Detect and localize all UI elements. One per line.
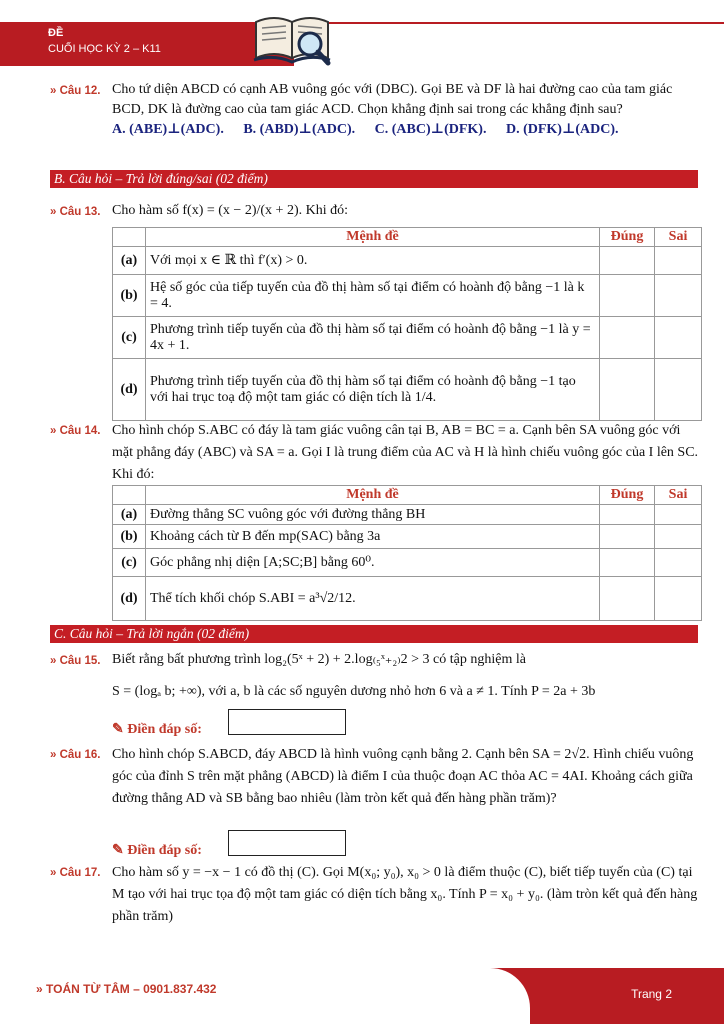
- question-text: Cho hàm số f(x) = (x − 2)/(x + 2). Khi đó:: [112, 203, 348, 218]
- footer-brand: » TOÁN TỪ TÂM – 0901.837.432: [36, 982, 217, 996]
- true-cell[interactable]: [600, 247, 655, 275]
- false-cell[interactable]: [655, 359, 702, 421]
- true-cell[interactable]: [600, 275, 655, 317]
- question-14: [50, 420, 700, 486]
- question-label: » Câu 15.: [50, 655, 101, 667]
- header-true: Đúng: [600, 228, 655, 247]
- question-15: [50, 650, 700, 702]
- true-false-table-13: [112, 227, 702, 421]
- row-label: (c): [113, 317, 146, 359]
- row-statement: Phương trình tiếp tuyến của đồ thị hàm số tại điểm có hoành độ bằng −1 tạo với hai trục toạ độ một tam giác có diện tích là 1/4.: [146, 359, 600, 421]
- footer-curve: [0, 968, 530, 1024]
- option-b[interactable]: B. (ABD)⊥(ADC).: [243, 122, 356, 137]
- section-b-heading: B. Câu hỏi – Trả lời đúng/sai (02 điểm): [50, 170, 698, 188]
- option-d[interactable]: D. (DFK)⊥(ADC).: [505, 122, 619, 137]
- header-false: Sai: [655, 228, 702, 247]
- row-statement: Đường thẳng SC vuông góc với đường thẳng BH: [146, 505, 600, 525]
- header-title: ĐỀ: [48, 27, 64, 39]
- header-false: Sai: [655, 486, 702, 505]
- question-16: [50, 744, 700, 810]
- question-text: Cho hình chóp S.ABCD, đáy ABCD là hình vuông cạnh bằng 2. Cạnh bên SA = 2√2. Hình chiếu vuông góc của đỉnh S trên mặt phẳng (ABCD) là điểm I của thuộc đoạn AC thỏa AC = 4AI. Khoảng cách giữa đường thẳng AD và SB bằng bao nhiêu (làm tròn kết quả đến hàng phần trăm)?: [112, 747, 694, 806]
- row-statement: Với mọi x ∈ ℝ thì f′(x) > 0.: [146, 247, 600, 275]
- page-number: Trang 2: [631, 987, 672, 1001]
- true-cell[interactable]: [600, 317, 655, 359]
- false-cell[interactable]: [655, 317, 702, 359]
- true-cell[interactable]: [600, 359, 655, 421]
- row-statement: Góc phẳng nhị diện [A;SC;B] bằng 60⁰.: [146, 549, 600, 577]
- question-text: Cho tứ diện ABCD có cạnh AB vuông góc với (DBC). Gọi BE và DF là hai đường cao của tam giác BCD, DK là đường cao của tam giác ACD. Chọn khẳng định sai trong các khẳng định sau?: [112, 82, 673, 117]
- row-statement: Hệ số góc của tiếp tuyến của đồ thị hàm số tại điểm có hoành độ bằng −1 là k = 4.: [146, 275, 600, 317]
- question-text-2: S = (logₐ b; +∞), với a, b là các số nguyên dương nhỏ hơn 6 và a ≠ 1. Tính P = 2a + 3b: [112, 684, 596, 699]
- header-rule: [294, 22, 724, 24]
- question-12: [50, 80, 700, 140]
- row-label: (a): [113, 505, 146, 525]
- false-cell[interactable]: [655, 577, 702, 621]
- question-13: [50, 201, 700, 221]
- question-label: » Câu 17.: [50, 867, 101, 879]
- question-label: » Câu 13.: [50, 206, 101, 218]
- question-17: [50, 862, 700, 928]
- true-cell[interactable]: [600, 549, 655, 577]
- row-label: (b): [113, 275, 146, 317]
- header-statement: Mệnh đề: [146, 486, 600, 505]
- row-statement: Thể tích khối chóp S.ABI = a³√2/12.: [146, 577, 600, 621]
- answer-options: [112, 120, 700, 140]
- false-cell[interactable]: [655, 247, 702, 275]
- answer-input[interactable]: [228, 709, 346, 735]
- question-label: » Câu 14.: [50, 425, 101, 437]
- question-text: Biết rằng bất phương trình log₂(5ˣ + 2) + 2.log₍₅ˣ₊₂₎2 > 3 có tập nghiệm là: [112, 652, 526, 667]
- true-cell[interactable]: [600, 505, 655, 525]
- book-magnifier-icon: [250, 8, 334, 66]
- row-label: (c): [113, 549, 146, 577]
- question-text: Cho hàm số y = −x − 1 có đồ thị (C). Gọi M(x₀; y₀), x₀ > 0 là điểm thuộc (C), biết tiếp tuyến của (C) tại M tạo với hai trục tọa độ một tam giác có diện tích bằng x₀. Tính P = x₀ + y₀. (làm tròn kết quả đến hàng phần trăm): [112, 865, 698, 924]
- header-statement: Mệnh đề: [146, 228, 600, 247]
- header-subtitle: CUỐI HỌC KỲ 2 – K11: [48, 43, 161, 55]
- false-cell[interactable]: [655, 505, 702, 525]
- answer-label: ✎ Điền đáp số:: [112, 843, 202, 858]
- true-cell[interactable]: [600, 525, 655, 549]
- true-cell[interactable]: [600, 577, 655, 621]
- option-c[interactable]: C. (ABC)⊥(DFK).: [374, 122, 487, 137]
- false-cell[interactable]: [655, 525, 702, 549]
- question-label: » Câu 12.: [50, 85, 101, 97]
- false-cell[interactable]: [655, 549, 702, 577]
- option-a[interactable]: A. (ABE)⊥(ADC).: [112, 122, 224, 137]
- false-cell[interactable]: [655, 275, 702, 317]
- row-label: (d): [113, 359, 146, 421]
- row-label: (a): [113, 247, 146, 275]
- answer-input[interactable]: [228, 830, 346, 856]
- true-false-table-14: [112, 485, 702, 621]
- row-statement: Khoảng cách từ B đến mp(SAC) bằng 3a: [146, 525, 600, 549]
- answer-label: ✎ Điền đáp số:: [112, 722, 202, 737]
- question-text: Cho hình chóp S.ABC có đáy là tam giác vuông cân tại B, AB = BC = a. Cạnh bên SA vuông góc với mặt phẳng đáy (ABC) và SA = a. Gọi I là trung điểm của AC và H là hình chiếu vuông góc của I lên SC. Khi đó:: [112, 423, 699, 482]
- row-statement: Phương trình tiếp tuyến của đồ thị hàm số tại điểm có hoành độ bằng −1 là y = 4x + 1.: [146, 317, 600, 359]
- header-true: Đúng: [600, 486, 655, 505]
- question-label: » Câu 16.: [50, 749, 101, 761]
- row-label: (b): [113, 525, 146, 549]
- section-c-heading: C. Câu hỏi – Trả lời ngắn (02 điểm): [50, 625, 698, 643]
- row-label: (d): [113, 577, 146, 621]
